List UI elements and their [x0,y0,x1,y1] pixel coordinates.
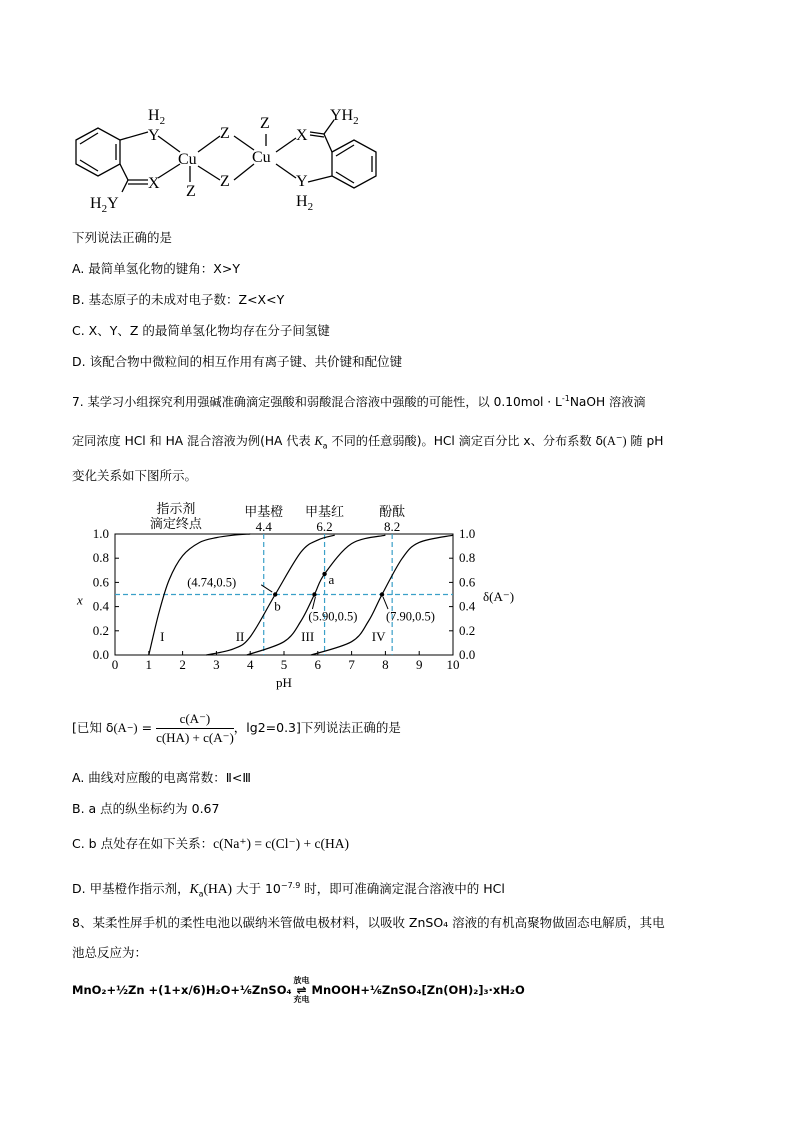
q7-line-1: 7. 某学习小组探究利用强碱准确滴定强酸和弱酸混合溶液中强酸的可能性，以 $0.10mol \cdot L^{-1}NaOH$ 溶液滴 [72,394,646,410]
z-mid-top-label: Z [220,125,230,142]
q8-line-1: 8、某柔性屏手机的柔性电池以碳纳米管做电极材料，以吸收 ZnSO₄ 溶液的有机高聚物做固态电解质，其电 [72,915,665,930]
q7-line-3: 变化关系如下图所示。 [72,468,198,483]
x-tick-label: 7 [348,657,355,672]
titration-distribution-chart [70,497,540,697]
x-tick-label: 9 [415,657,423,672]
y-tick-label-left: 0.6 [92,574,109,590]
indicator-value: 4.4 [255,519,272,534]
y-tick-label-right: 0.4 [459,598,476,614]
y-axis-label-right: δ(A⁻) [483,588,515,604]
x-tick-label: 10 [446,657,460,672]
y-tick-label-right: 1.0 [459,526,476,541]
indicator-header: 指示剂 [156,502,196,517]
indicator-name: 甲基橙 [244,505,284,520]
q7-option-a: A. 曲线对应酸的电离常数：Ⅱ<Ⅲ [72,770,252,785]
x-tick-label: 4 [246,657,254,672]
q8-line-2: 池总反应为： [72,945,148,960]
yh2-label: $YH_2$ [330,107,359,127]
q6-option-a: A. 最简单氢化物的键角：X>Y [72,261,240,276]
q6-option-b: B. 基态原子的未成对电子数：Z<X<Y [72,292,285,307]
q6-option-d: D. 该配合物中微粒间的相互作用有离子键、共价键和配位键 [72,354,403,369]
y-tick-label-right: 0.8 [459,550,476,566]
curve-label: I [160,628,165,644]
right-benzene-ring [332,140,376,188]
copper-complex-structure [62,100,402,220]
data-point [380,592,384,596]
data-point [322,572,326,576]
h2-top-label: $H_2$ [148,107,166,127]
left-benzene-ring [76,128,120,176]
point-b-label: b [274,598,281,614]
h2-bottom-label: $H_2$ [296,193,314,213]
q6-option-c: C. X、Y、Z 的最简单氢化物均存在分子间氢键 [72,323,330,338]
y-tick-label-left: 1.0 [92,526,109,541]
z-top-label: Z [260,115,270,132]
y-label-2: Y [296,173,308,190]
z-bottom-label: Z [186,183,196,200]
annotation-590: (5.90,0.5) [308,609,358,624]
y-tick-label-right: 0.6 [459,574,476,590]
x-tick-label: 8 [382,657,389,672]
indicator-header-sub: 滴定终点 [149,517,202,532]
x-tick-label: 1 [145,657,153,672]
annotation-474: (4.74,0.5) [187,575,237,590]
z-mid-bottom-label: Z [220,173,230,190]
q7-option-b: B. a 点的纵坐标约为 0.67 [72,801,220,816]
q7-option-c: C. b 点处存在如下关系：c(Na⁺) = c(Cl⁻) + c(HA) [72,836,350,851]
q7-known-formula: [已知 δ ( A − ) = $\frac{c(A^-)}{c(HA) + c(A^-)}$ ，lg2=0.3]下列说法正确的是 [72,710,401,745]
curve-label: IV [371,628,386,644]
cu-label-1: Cu [178,151,197,168]
curve-label: II [235,628,245,644]
indicator-name: 酚酞 [379,505,406,520]
y-tick-label-left: 0.8 [92,550,109,566]
indicator-value: 8.2 [384,519,401,534]
q8-reaction-equation: MnO₂+½Zn +(1+x/6)H₂O+⅙ZnSO₄ 放电 ⇌ 充电 MnOOH+⅙ZnSO₄[Zn(OH)₂]₃·xH₂O [72,976,525,1004]
x-tick-label: 3 [213,657,220,672]
x-label-2: X [296,127,308,144]
y-label-1: Y [148,127,160,144]
y-tick-label-left: 0.0 [92,647,109,662]
x-tick-label: 2 [179,657,186,672]
y-axis-label-left: x [77,592,83,608]
annotation-arrow [383,597,388,609]
x-tick-label: 6 [314,657,322,672]
y-tick-label-left: 0.2 [92,622,109,638]
q7-line-2: 定同浓度 HCl 和 HA 混合溶液为例(HA 代表 $K_a$ 不同的任意弱酸)。HCl 滴定百分比 x、分布系数 δ(A−) 随 pH [72,433,664,451]
q6-stem: 下列说法正确的是 [72,230,173,245]
point-a-label: a [328,571,335,587]
distribution-fraction: $\frac{c(A^-)}{c(HA) + c(A^-)}$ [156,710,234,745]
data-point [312,592,316,596]
q7-option-d: D. 甲基橙作指示剂，$K_a(HA)$ 大于 $10^{-7.9}$ 时，即可准确滴定混合溶液中的 HCl [72,881,505,899]
curve-label: III [301,628,315,644]
x-label-1: X [148,175,160,192]
h2y-label: $H_2Y$ [90,195,119,215]
annotation-790: (7.90,0.5) [386,609,435,624]
reversible-arrow: 放电 ⇌ 充电 [293,976,310,1004]
x-tick-label: 5 [280,657,288,672]
x-tick-label: 0 [111,657,119,672]
annotation-arrow [261,585,272,592]
x-axis-label: pH [276,675,292,690]
indicator-value: 6.2 [316,519,333,534]
y-tick-label-right: 0.0 [459,647,476,662]
data-point [273,592,277,596]
cu-label-2: Cu [252,149,271,166]
indicator-name: 甲基红 [305,505,345,520]
y-tick-label-left: 0.4 [92,598,109,614]
y-tick-label-right: 0.2 [459,622,476,638]
